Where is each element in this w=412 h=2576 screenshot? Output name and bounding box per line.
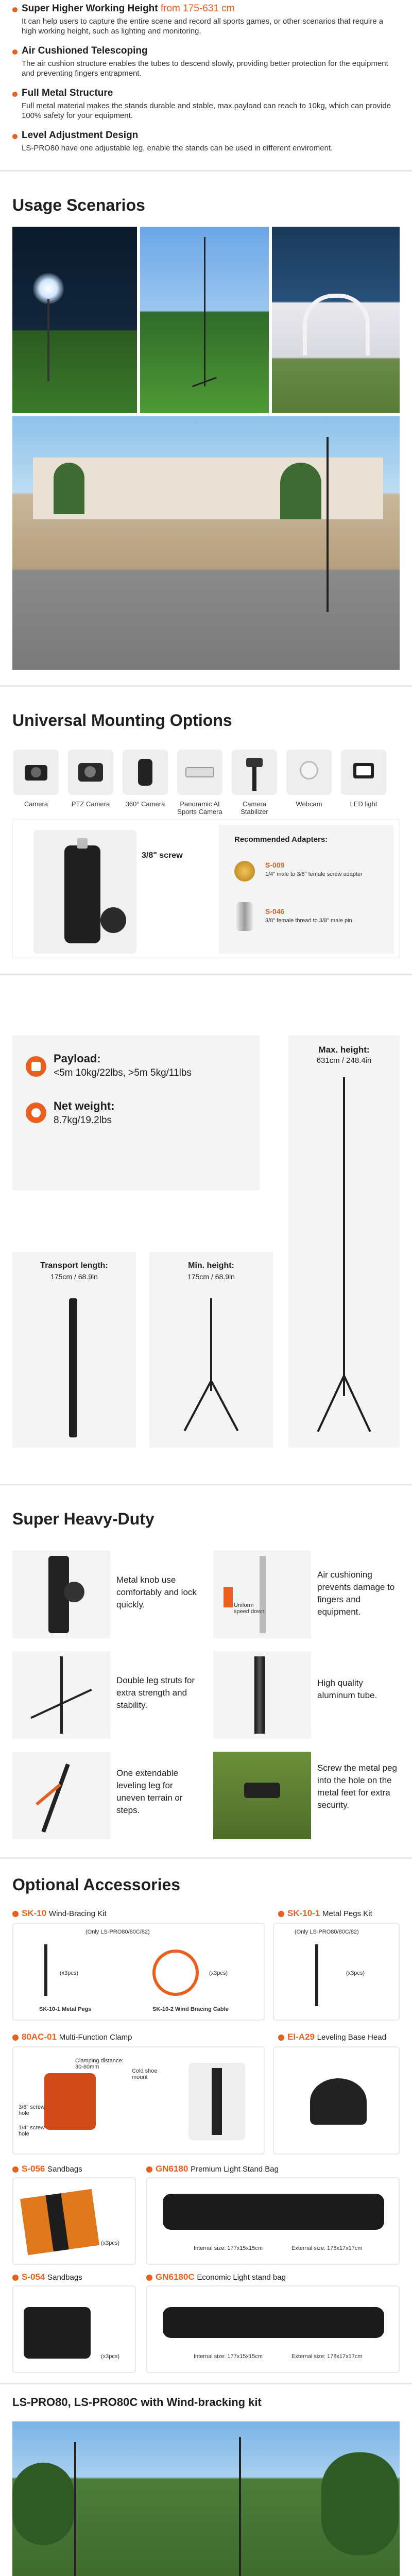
windkit-title: LS-PRO80, LS-PRO80C with Wind-bracking kit xyxy=(12,2396,262,2409)
mounting-title: Universal Mounting Options xyxy=(12,711,232,730)
section-divider xyxy=(0,1857,412,1859)
stand-bag-image xyxy=(163,2307,384,2338)
bullet-icon xyxy=(12,49,18,55)
windkit-photo xyxy=(12,2421,400,2576)
feature-desc: The air cushion structure enables the tubes to descend slowly, providing better protection for the equipment and preventing fingers entrapment. xyxy=(22,59,388,78)
feature-title: Super Higher Working Height from 175-631 cm xyxy=(22,3,235,14)
leveling-leg-image xyxy=(12,1752,110,1839)
section-divider xyxy=(0,1484,412,1485)
adapter-s009-icon xyxy=(234,861,255,882)
wedding-photo xyxy=(272,227,400,413)
ptz-camera-icon xyxy=(68,750,113,795)
feature-desc: Full metal material makes the stands durable and stable, max.payload can reach to 10kg, which can provide 100% safety for your equipment. xyxy=(22,101,391,120)
clamp-mounted-image xyxy=(188,2063,245,2140)
mount-panoramic-camera: Panoramic AI Sports Camera xyxy=(176,750,224,816)
adapter-desc: 3/8" female thread to 3/8" male pin xyxy=(265,918,352,924)
transport-value: 175cm / 68.9in xyxy=(50,1273,98,1281)
bullet-icon xyxy=(12,134,18,139)
accessory-header: EI-A29 Leveling Base Head xyxy=(278,2032,386,2042)
camera-icon xyxy=(13,750,59,795)
heavy-duty-text: High quality aluminum tube. xyxy=(317,1678,377,1700)
min-height-value: 175cm / 68.9in xyxy=(187,1273,235,1281)
feature-title: Level Adjustment Design xyxy=(22,130,139,141)
accessory-card-sk10: (Only LS-PRO80/80C/82) (x3pcs) (x3pcs) SK-10-1 Metal Pegs SK-10-2 Wind Bracing Cable xyxy=(12,1923,265,2021)
section-divider xyxy=(0,2383,412,2384)
adapter-desc: 1/4" male to 3/8" female screw adapter xyxy=(265,871,363,877)
adapter-code: S-046 xyxy=(265,907,285,916)
360-camera-icon xyxy=(123,750,168,795)
tag-dot-icon xyxy=(12,2275,19,2281)
clamp-image xyxy=(44,2073,96,2130)
stand-extended-image xyxy=(343,1077,345,1396)
bullet-icon xyxy=(12,92,18,97)
basketball-court-photo xyxy=(12,416,400,670)
tag-dot-icon xyxy=(12,2166,19,2173)
stand-min-image xyxy=(210,1298,212,1391)
adapter-s046-icon xyxy=(236,902,253,931)
air-cushion-image: Uniform speed down xyxy=(213,1551,311,1638)
accessory-card-s054: (x3pcs) xyxy=(12,2285,136,2373)
weight-label: Net weight: xyxy=(54,1099,115,1112)
metal-peg-image xyxy=(213,1752,311,1839)
accessories-title: Optional Accessories xyxy=(12,1875,181,1894)
tag-dot-icon xyxy=(146,2275,152,2281)
leg-struts-image xyxy=(12,1651,110,1739)
min-height-label: Min. height: xyxy=(188,1261,234,1270)
heavy-duty-text: Air cushioning prevents damage to fingers and equipment. xyxy=(317,1570,395,1617)
accessory-header: S-054 Sandbags xyxy=(12,2272,82,2282)
accessory-header: SK-10 Wind-Bracing Kit xyxy=(12,1908,107,1919)
weight-icon xyxy=(26,1056,46,1077)
min-height-panel xyxy=(149,1252,273,1448)
weight-value: 8.7kg/19.2lbs xyxy=(54,1115,112,1126)
feature-desc: It can help users to capture the entire scene and record all sports games, or other scenarios that require a high working height, such as lighting and monitoring. xyxy=(22,17,384,36)
transport-panel xyxy=(12,1252,136,1448)
mount-ptz-camera: PTZ Camera xyxy=(67,750,114,808)
heavy-duty-text: One extendable leveling leg for uneven terrain or steps. xyxy=(116,1768,183,1815)
accessory-header: GN6180C Economic Light stand bag xyxy=(146,2272,286,2282)
usage-title: Usage Scenarios xyxy=(12,196,145,214)
mount-360-camera: 360° Camera xyxy=(122,750,169,808)
panoramic-camera-icon xyxy=(177,750,222,795)
mount-stabilizer: Camera Stabilizer xyxy=(231,750,278,816)
sandbag-image xyxy=(20,2189,99,2255)
heavy-duty-title: Super Heavy-Duty xyxy=(12,1510,154,1528)
mount-camera: Camera xyxy=(12,750,60,808)
mount-led-light: LED light xyxy=(340,750,387,808)
tag-dot-icon xyxy=(12,1911,19,1917)
payload-panel xyxy=(12,1036,260,1190)
bracing-cable-image xyxy=(152,1950,199,1996)
stand-head-image xyxy=(33,830,136,954)
feature-desc: LS-PRO80 have one adjustable leg, enable the stands can be used in different enviroment. xyxy=(22,144,333,152)
scale-icon xyxy=(26,1103,46,1123)
bullet-icon xyxy=(12,7,18,12)
tag-dot-icon xyxy=(146,2166,152,2173)
metal-peg-image xyxy=(315,1944,318,2006)
led-light-icon xyxy=(341,750,386,795)
heavy-duty-text: Metal knob use comfortably and lock quickly. xyxy=(116,1575,197,1609)
accessory-card-gn6180: Internal size: 177x15x15cm External size: 178x17x17cm xyxy=(146,2177,400,2265)
aluminum-tube-image xyxy=(213,1651,311,1739)
accessory-card-sk10-1: (Only LS-PRO80/80C/82) (x3pcs) xyxy=(273,1923,400,2021)
arrow-down-icon xyxy=(224,1587,233,1607)
section-divider xyxy=(0,974,412,975)
tag-dot-icon xyxy=(278,2035,284,2041)
feature-title: Full Metal Structure xyxy=(22,88,113,98)
knob-image xyxy=(12,1551,110,1638)
max-height-label: Max. height: xyxy=(318,1045,370,1055)
accessory-card-s056: (x3pcs) xyxy=(12,2177,136,2265)
adapters-panel xyxy=(219,825,394,954)
heavy-duty-text: Screw the metal peg into the hole on the metal feet for extra security. xyxy=(317,1763,397,1810)
accessory-card-gn6180c: Internal size: 177x15x15cm External size: 178x17x17cm xyxy=(146,2285,400,2373)
heavy-duty-text: Double leg struts for extra strength and stability. xyxy=(116,1675,195,1710)
metal-peg-image xyxy=(44,1944,47,1996)
accessory-header: GN6180 Premium Light Stand Bag xyxy=(146,2164,279,2174)
stabilizer-icon xyxy=(232,750,277,795)
stand-folded-image xyxy=(69,1298,77,1437)
transport-label: Transport length: xyxy=(40,1261,108,1270)
field-stand-photo xyxy=(140,227,269,413)
night-field-photo xyxy=(12,227,137,413)
mount-webcam: Webcam xyxy=(285,750,333,808)
adapters-title: Recommended Adapters: xyxy=(234,835,328,844)
accessory-header: S-056 Sandbags xyxy=(12,2164,82,2174)
max-height-panel xyxy=(288,1036,400,1448)
accessory-header: SK-10-1 Metal Pegs Kit xyxy=(278,1908,372,1919)
stand-bag-image xyxy=(163,2194,384,2230)
section-divider xyxy=(0,685,412,687)
tag-dot-icon xyxy=(278,1911,284,1917)
payload-value: <5m 10kg/22lbs, >5m 5kg/11lbs xyxy=(54,1067,192,1078)
feature-title: Air Cushioned Telescoping xyxy=(22,45,148,56)
mount-detail-panel xyxy=(12,819,400,958)
adapter-code: S-009 xyxy=(265,861,285,869)
webcam-icon xyxy=(286,750,332,795)
accessory-card-clamp: Clamping distance: 30-60mm Cold shoe mount 3/8" screw hole 1/4" screw hole xyxy=(12,2046,265,2155)
tag-dot-icon xyxy=(12,2035,19,2041)
section-divider xyxy=(0,170,412,172)
screw-label: 3/8" screw xyxy=(142,851,183,860)
payload-label: Payload: xyxy=(54,1052,101,1065)
accessory-card-leveling-base xyxy=(273,2046,400,2155)
accessory-header: 80AC-01 Multi-Function Clamp xyxy=(12,2032,132,2042)
leveling-base-image xyxy=(310,2078,367,2125)
sandbag-image xyxy=(24,2307,91,2359)
max-height-value: 631cm / 248.4in xyxy=(316,1056,372,1065)
